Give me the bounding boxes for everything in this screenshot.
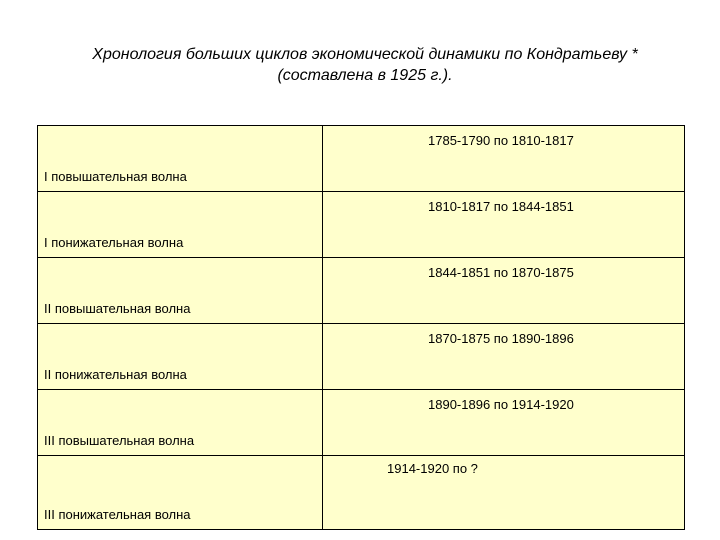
wave-name: I повышательная волна bbox=[38, 126, 323, 192]
kondratiev-waves-table bbox=[37, 125, 685, 530]
page-title bbox=[40, 44, 690, 86]
table-row bbox=[38, 126, 685, 192]
wave-period: 1844-1851 по 1870-1875 bbox=[323, 258, 685, 324]
title-line-2: (составлена в 1925 г.). bbox=[277, 67, 453, 84]
table-row bbox=[38, 456, 685, 530]
table-row bbox=[38, 324, 685, 390]
title-line-1: Хронология больших циклов экономической динамики по Кондратьеву * bbox=[92, 46, 638, 63]
wave-name: III повышательная волна bbox=[38, 390, 323, 456]
wave-name: II повышательная волна bbox=[38, 258, 323, 324]
table-row bbox=[38, 390, 685, 456]
table-row bbox=[38, 192, 685, 258]
wave-name: III понижательная волна bbox=[38, 456, 323, 530]
table-row bbox=[38, 258, 685, 324]
wave-period: 1914-1920 по ? bbox=[323, 456, 685, 530]
wave-period: 1870-1875 по 1890-1896 bbox=[323, 324, 685, 390]
wave-period: 1785-1790 по 1810-1817 bbox=[323, 126, 685, 192]
wave-name: I понижательная волна bbox=[38, 192, 323, 258]
wave-period: 1810-1817 по 1844-1851 bbox=[323, 192, 685, 258]
wave-name: II понижательная волна bbox=[38, 324, 323, 390]
wave-period: 1890-1896 по 1914-1920 bbox=[323, 390, 685, 456]
